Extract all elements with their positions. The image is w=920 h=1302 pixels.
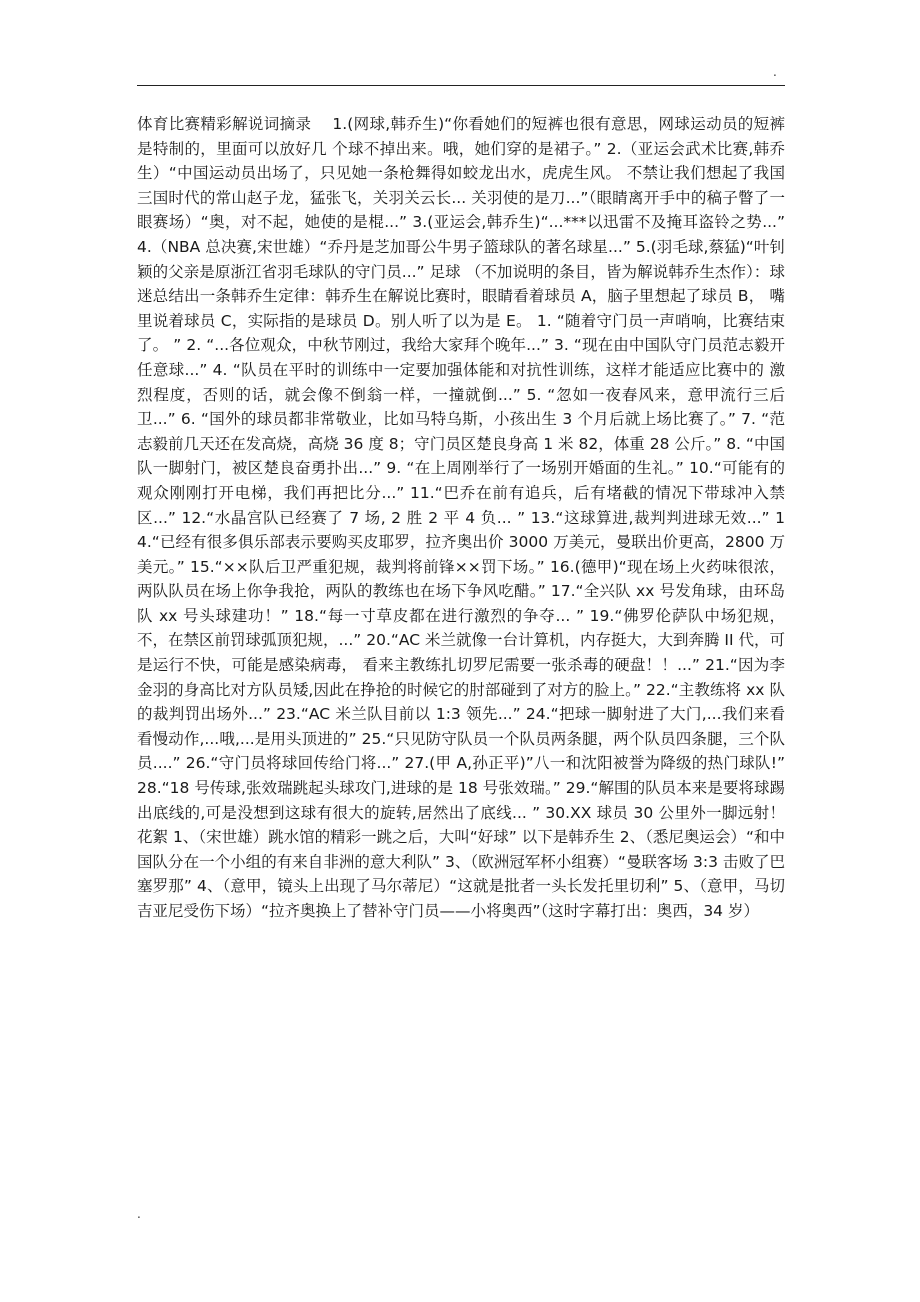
header-dot: . [773,65,777,79]
footer-dot: . [137,1207,141,1221]
header-rule [137,85,785,86]
article-body: 体育比赛精彩解说词摘录 1.(网球,韩乔生)“你看她们的短裤也很有意思，网球运动员的短裤是特制的，里面可以放好几 个球不掉出来。哦，她们穿的是裙子。” 2.（亚运会武术比赛,韩乔生）“中国运动员出场了，只见她一条枪舞得如蛟龙出水，虎虎生风。 不禁让我们想起了我国三国时代的常山赵子龙，猛张飞，关羽关云长... 关羽使的是刀...”（眼睛离开手中的稿子瞥了一眼赛场）“奥，对不起，她使的是棍...” 3.(亚运会,韩乔生)“...***以迅雷不及掩耳盗铃之势...” 4.（NBA 总决赛,宋世雄）“乔丹是芝加哥公牛男子篮球队的著名球星...” 5.(羽毛球,蔡猛)“叶钊颖的父亲是原浙江省羽毛球队的守门员...” 足球 （不加说明的条目，皆为解说韩乔生杰作）：球迷总结出一条韩乔生定律：韩乔生在解说比赛时，眼睛看着球员 A，脑子里想起了球员 B， 嘴里说着球员 C，实际指的是球员 D。别人听了以为是 E。 1. “随着守门员一声哨响，比赛结束了。 ” 2. “...各位观众，中秋节刚过，我给大家拜个晚年...” 3. “现在由中国队守门员范志毅开任意球...” 4. “队员在平时的训练中一定要加强体能和对抗性训练，这样才能适应比赛中的 激烈程度，否则的话，就会像不倒翁一样，一撞就倒...” 5. “忽如一夜春风来，意甲流行三后卫...” 6. “国外的球员都非常敬业，比如马特乌斯，小孩出生 3 个月后就上场比赛了。” 7. “范志毅前几天还在发高烧，高烧 36 度 8；守门员区楚良身高 1 米 82，体重 28 公斤。” 8. “中国队一脚射门，被区楚良奋勇扑出...” 9. “在上周刚举行了一场别开婚面的生礼。” 10.“可能有的观众刚刚打开电梯，我们再把比分...” 11.“巴乔在前有追兵，后有堵截的情况下带球冲入禁区...” 12.“水晶宫队已经赛了 7 场, 2 胜 2 平 4 负... ” 13.“这球算进,裁判判进球无效...” 14.“已经有很多俱乐部表示要购买皮耶罗，拉齐奥出价 3000 万美元，曼联出价更高，2800 万美元。” 15.“××队后卫严重犯规，裁判将前锋××罚下场。” 16.(德甲)“现在场上火药味很浓，两队队员在场上你争我抢，两队的教练也在场下争风吃醋。” 17.“全兴队 xx 号发角球，由环岛队 xx 号头球建功！” 18.“每一寸草皮都在进行激烈的争夺... ” 19.“佛罗伦萨队中场犯规，不，在禁区前罚球弧顶犯规，...” 20.“AC 米兰就像一台计算机，内存挺大，大到奔腾 II 代，可是运行不快，可能是感染病毒， 看来主教练扎切罗尼需要一张杀毒的硬盘！！...” 21.“因为李金羽的身高比对方队员矮,因此在挣抢的时候它的肘部碰到了对方的脸上。” 22.“主教练将 xx 队的裁判罚出场外...” 23.“AC 米兰队目前以 1:3 领先...” 24.“把球一脚射进了大门,...我们来看看慢动作,...哦,...是用头顶进的” 25.“只见防守队员一个队员两条腿，两个队员四条腿，三个队员....” 26.“守门员将球回传给门将...” 27.(甲 A,孙正平)”八一和沈阳被誉为降级的热门球队!” 28.“18 号传球,张效瑞跳起头球攻门,进球的是 18 号张效瑞。” 29.“解围的队员本来是要将球踢出底线的,可是没想到这球有很大的旋转,居然出了底线... ” 30.XX 球员 30 公里外一脚远射！ 花絮 1、（宋世雄）跳水馆的精彩一跳之后，大叫“好球” 以下是韩乔生 2、（悉尼奥运会）“和中国队分在一个小组的有来自非洲的意大利队” 3、（欧洲冠军杯小组赛）“曼联客场 3:3 击败了巴塞罗那” 4、（意甲，镜头上出现了马尔蒂尼）“这就是批者一头长发托里切利” 5、（意甲，马切吉亚尼受伤下场）“拉齐奥换上了替补守门员——小将奥西”（这时字幕打出：奥西，34 岁） [137,115,785,920]
